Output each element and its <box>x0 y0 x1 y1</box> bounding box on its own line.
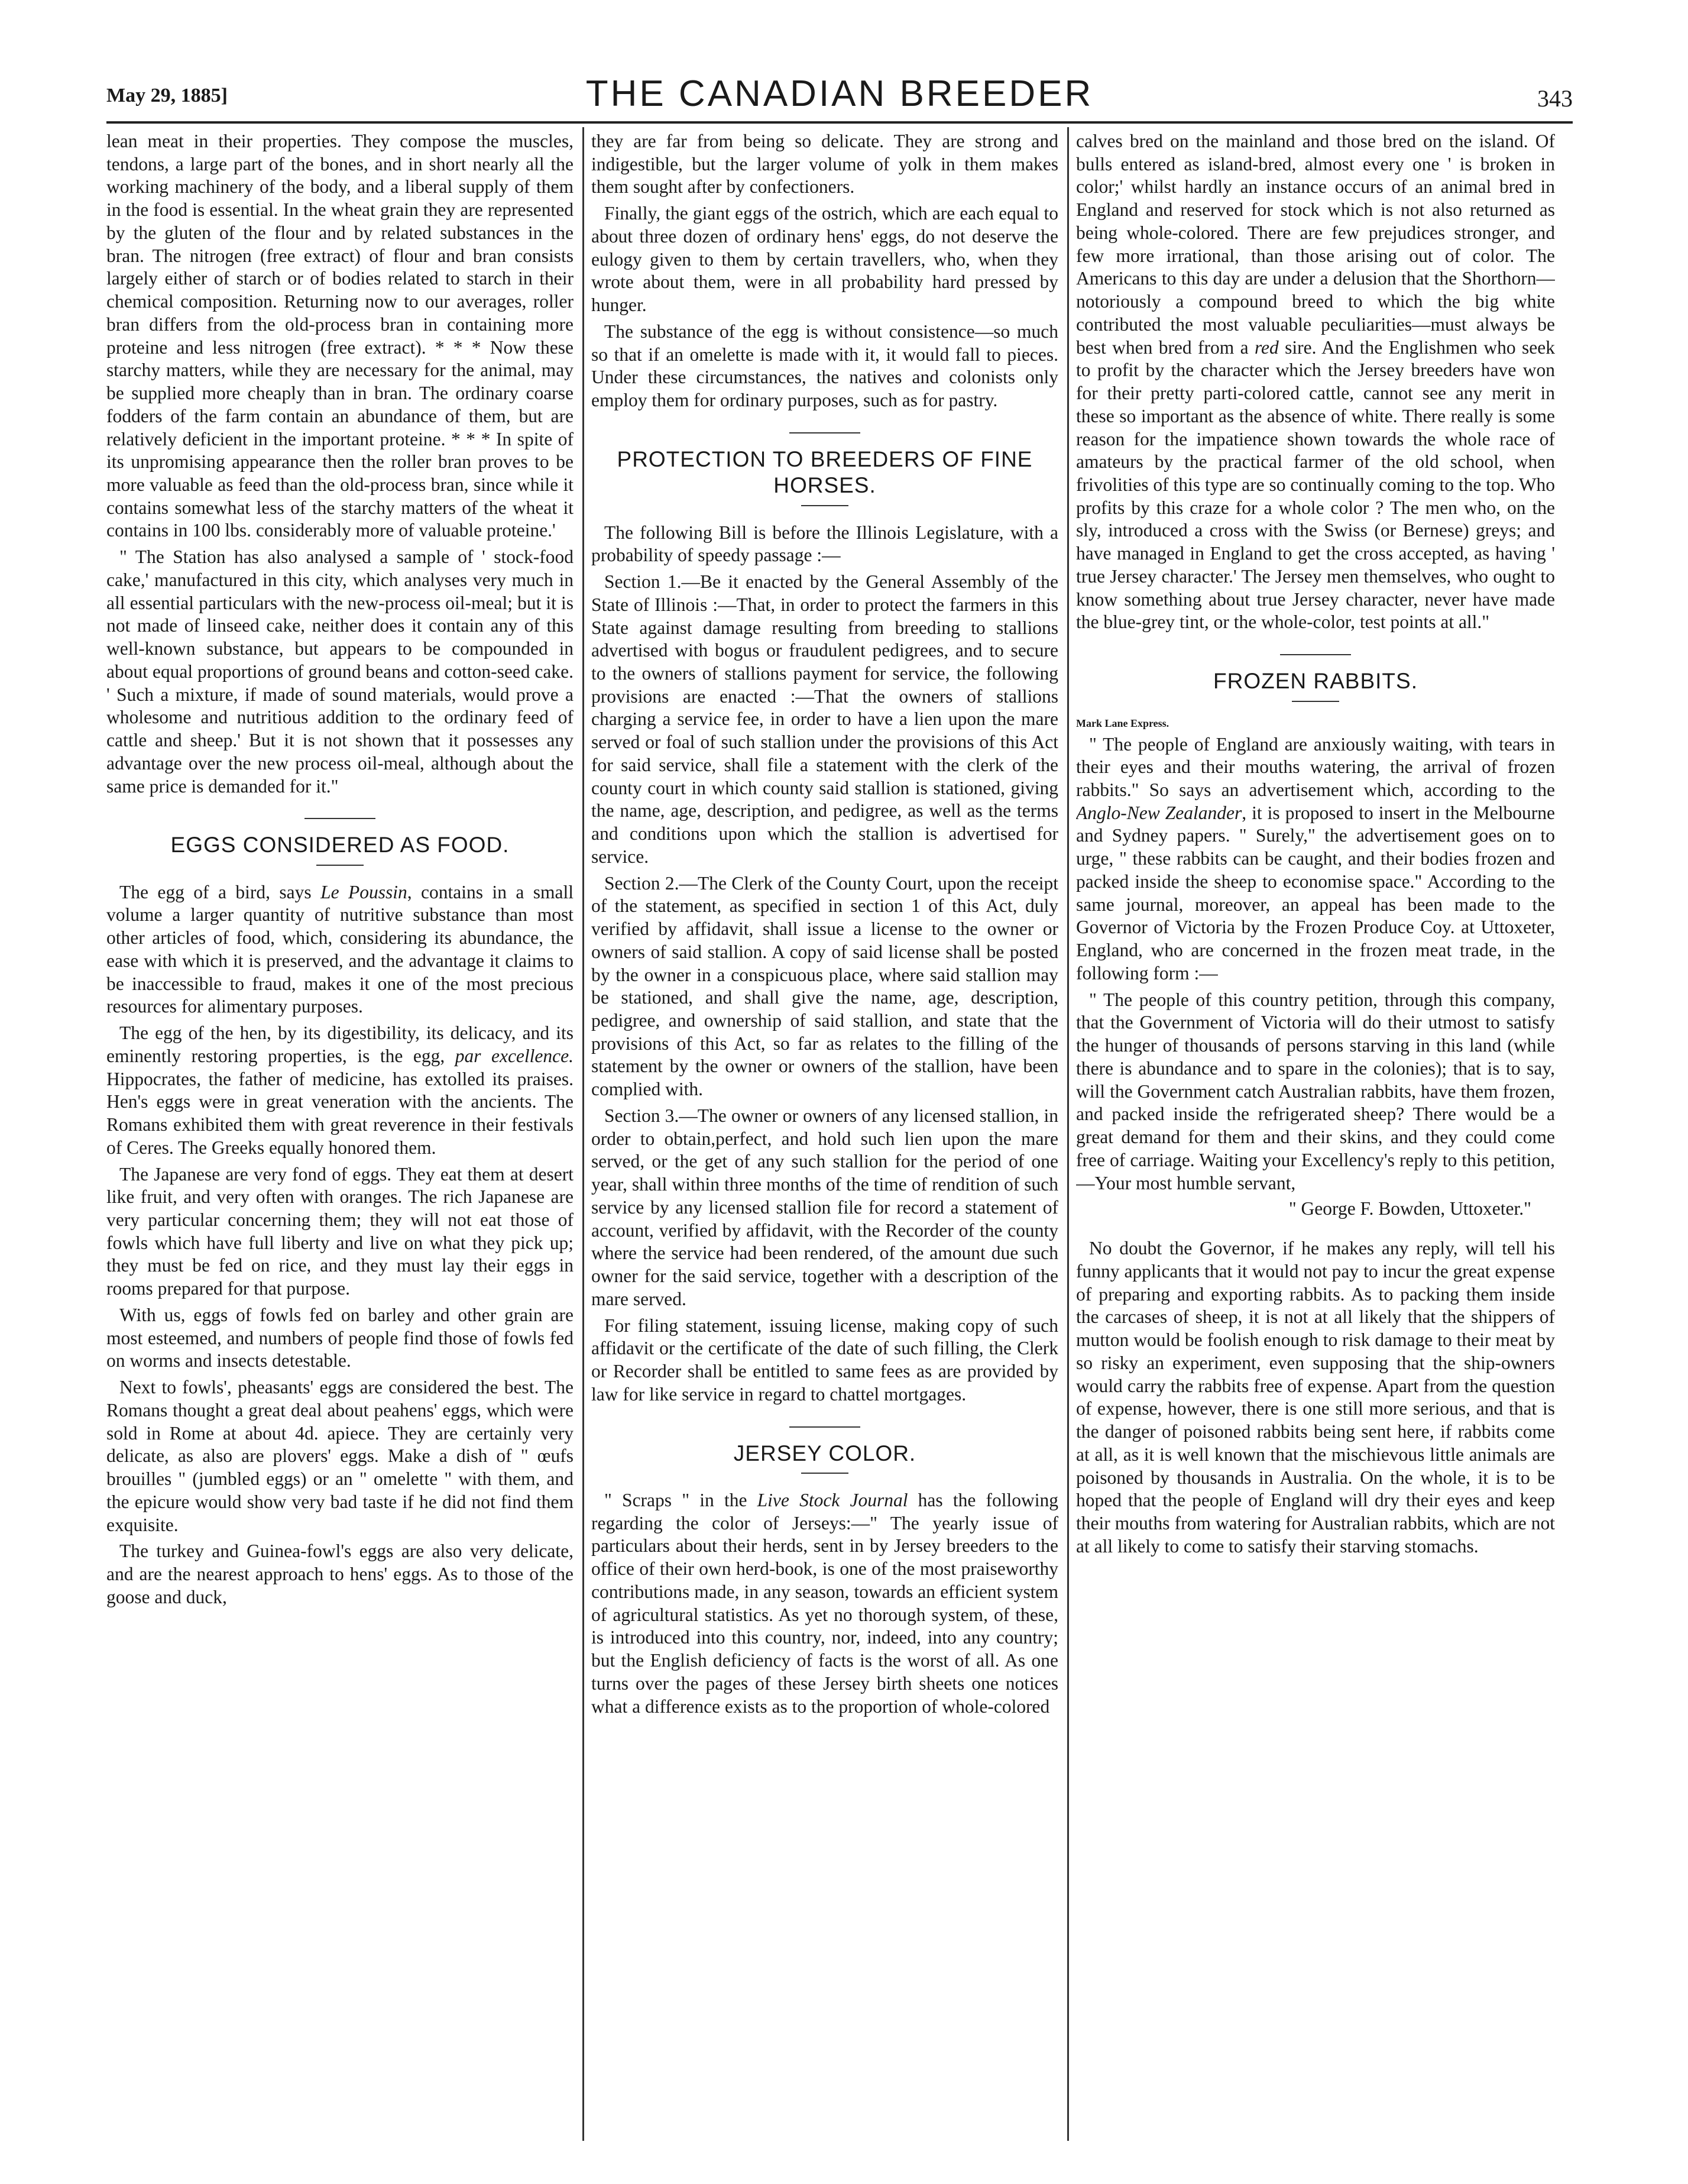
rabbits-heading: FROZEN RABBITS. <box>1213 669 1418 694</box>
article-paragraph: The egg of the hen, by its digestibility, its delicacy, and its eminently restoring properties, is the egg, par excellence. Hippocrates, the father of medicine, has extolled its praises. Hen's eggs were in great veneration with the ancients. The Romans exhibited them with great reverence in their festivals of Ceres. The Greeks equally honored them. <box>106 1023 574 1158</box>
italic-publication: Live Stock Journal <box>757 1489 908 1510</box>
heading-rule <box>1292 701 1339 702</box>
article-paragraph: Section 3.—The owner or owners of any licensed stallion, in order to obtain,perfect, and hold such lien upon the mare served, or the get of any such stallion for the period of one year, shall within three months of the time of rendition of such service by any licensed stallion file for record a statement of account, verified by affidavit, with the Recorder of the county where the service had been rendered, of the amount due such owner for the said service, together with a description of the mare served. <box>591 1105 1058 1309</box>
article-paragraph: Finally, the giant eggs of the ostrich, which are each equal to about three dozen of ordinary hens' eggs, do not deserve the eulogy given to them by certain travellers, who, when they wrote about them, were in all probability hard pressed by hunger. <box>591 203 1058 316</box>
heading-rule <box>801 1473 848 1474</box>
section-separator <box>304 818 375 819</box>
page-number: 343 <box>1537 85 1573 112</box>
column-3 <box>1076 130 1555 2141</box>
section-separator <box>789 1426 860 1428</box>
source-attribution: Mark Lane Express. <box>1076 717 1169 729</box>
article-paragraph: The substance of the egg is without consistence—so much so that if an omelette is made with it, it would fall to pieces. Under these circumstances, the natives and colonists only employ them for ordinary purposes, such as for pastry. <box>591 321 1058 411</box>
article-paragraph: The following Bill is before the Illinois Legislature, with a probability of speedy passage :— <box>591 522 1058 566</box>
column-divider <box>582 127 584 2141</box>
article-paragraph: For filing statement, issuing license, making copy of such affidavit or the certificate of the date of such filling, the Clerk or Recorder shall be entitled to same fees as are provided by law for like service in regard to chattel mortgages. <box>591 1315 1058 1405</box>
article-paragraph: Section 1.—Be it enacted by the General Assembly of the State of Illinois :—That, in order to protect the farmers in this State against damage resulting from breeding to stallions advertised with bogus or fraudulent pedigrees, and to secure to the owners of stallions payment for service, the following provisions are enacted :—That the owners of stallions charging a service fee, in order to have a lien upon the mare served or foal of such stallion under the provisions of this Act for said service, shall file a statement with the clerk of the county court in which county said stallion is stationed, giving the name, age, description, and pedigree, as well as the terms and conditions upon which the stallion is advertised for service. <box>591 571 1058 867</box>
article-paragraph: calves bred on the mainland and those bred on the island. Of bulls entered as island-bred, almost every one ' is broken in color;' whilst hardly an instance occurs of an animal bred in England and reserved for stock which is not also returned as being whole-colored. There are few prejudices stronger, and few more irrational, than those arising out of color. The Americans to this day are under a delusion that the Shorthorn—notoriously a compound breed to which the big white contributed the most valuable peculiarities—must always be best when bred from a red sire. And the Englishmen who seek to profit by the character which the Jersey breeders have won for their pretty parti-colored cattle, cannot see any merit in these so important as the absence of white. There really is some reason for the impatience shown towards the whole race of amateurs by the practical farmer of the old school, when frivolities of this type are so continually coming to the top. Who profits by this craze for a whole color ? The men who, on the sly, introduced a cross with the Swiss (or Bernese) greys; and have managed in England to get the cross accepted, as having ' true Jersey character.' The Jersey men themselves, who ought to know something about true Jersey character, never have made the blue-grey tint, or the whole-color, test points at all." <box>1076 131 1555 633</box>
article-paragraph: " Scraps " in the Live Stock Journal has the following regarding the color of Jerseys:—" The yearly issue of particulars about their herds, sent in by Jersey breeders to the office of their own herd-book, is one of the most praiseworthy contributions made, in any season, towards an efficient system of agricultural statistics. As yet no thorough system, of these, is introduced into this country, nor, indeed, into any country; but the English deficiency of facts is the worst of all. As one turns over the pages of these Jersey birth sheets one notices what a difference exists as to the proportion of whole-colored <box>591 1489 1058 1717</box>
article-paragraph: The turkey and Guinea-fowl's eggs are also very delicate, and are the nearest approach to hens' eggs. As to those of the goose and duck, <box>106 1541 574 1607</box>
column-divider <box>1067 127 1069 2141</box>
article-paragraph: The egg of a bird, says Le Poussin, contains in a small volume a larger quantity of nutritive substance than most other articles of food, which, considering its abundance, the ease with which it is preserved, and the advantage it claims to be inaccessible to fraud, makes it one of the most precious resources for alimentary purposes. <box>106 881 574 1017</box>
jersey-heading: JERSEY COLOR. <box>733 1441 916 1465</box>
eggs-heading: EGGS CONSIDERED AS FOOD. <box>170 833 510 858</box>
section-separator <box>789 432 860 433</box>
article-paragraph: lean meat in their properties. They compose the muscles, tendons, a large part of the bones, and in short nearly all the working machinery of the body, and a liberal supply of them in the food is essential. In the wheat grain they are represented by the gluten of the flour and by related substances in the bran. The nitrogen (free extract) of flour and bran consists largely either of starch or of bodies related to starch in their chemical composition. Returning now to our averages, roller bran differs from the old-process bran in containing more proteine and less nitrogen (free extract). * * * Now these starchy matters, while they are necessary for the animal, may be supplied more cheaply than in bran. The ordinary coarse fodders of the farm contain an abundance of them, but are relatively deficient in the important proteine. * * * In spite of its unpromising appearance then the roller bran proves to be more valuable as feed than the old-process bran, since while it contains somewhat less of the starchy matters of the wheat it contains in 100 lbs. considerably more of valuable proteine.' <box>106 131 574 541</box>
masthead <box>89 68 1590 127</box>
article-paragraph: Next to fowls', pheasants' eggs are considered the best. The Romans thought a great deal about peahens' eggs, which were sold in Rome at about 4d. apiece. They are certainly very delicate, as also are plovers' eggs. Make a dish of " œufs brouilles " (jumbled eggs) or an " omelette " with them, and the epicure would show very bad taste if he did not find them exquisite. <box>106 1377 574 1535</box>
signature: " George F. Bowden, Uttoxeter." <box>1288 1198 1531 1219</box>
header-rule <box>106 121 1573 124</box>
article-paragraph: they are far from being so delicate. They are strong and indigestible, but the larger volume of yolk in them makes them sought after by confectioners. <box>591 131 1058 198</box>
heading-rule <box>801 505 848 506</box>
italic-publication: Anglo-New Zealander <box>1076 802 1242 823</box>
column-1 <box>106 130 574 2141</box>
article-paragraph: With us, eggs of fowls fed on barley and other grain are most esteemed, and numbers of people find those of fowls fed on worms and insects detestable. <box>106 1304 574 1371</box>
article-paragraph: " The people of England are anxiously waiting, with tears in their eyes and their mouths watering, the arrival of frozen rabbits." So says an advertisement which, according to the Anglo-New Zealander, it is proposed to insert in the Melbourne and Sydney papers. " Surely," the advertisement goes on to urge, " these rabbits can be caught, and their bodies frozen and packed inside the sheep to economise space." According to the same journal, moreover, an appeal has been made to the Governor of Victoria by the Frozen Produce Coy. at Uttoxeter, England, who are concerned in the frozen meat trade, in the following form :— <box>1076 733 1555 983</box>
protection-heading: PROTECTION TO BREEDERS OF FINE HORSES. <box>617 446 1033 498</box>
article-paragraph: No doubt the Governor, if he makes any reply, will tell his funny applicants that it would not pay to incur the great expense of preparing and exporting rabbits. As to packing them inside the carcases of sheep, it is not at all likely that the shippers of mutton would be foolish enough to risk damage to their meat by so risky an experiment, even supposing that the ship-owners would carry the rabbits free of expense. Apart from the question of expense, however, there is one still more serious, and that is the danger of poisoned rabbits being sent here, if rabbits come at all, as it is well known that the mischievous little animals are poisoned by thousands in Australia. On the whole, it is to be hoped that the people of England will dry their eyes and keep their mouths from watering for Australian rabbits, which are not at all likely to come to satisfy their starving stomachs. <box>1076 1238 1555 1557</box>
heading-rule <box>316 865 364 866</box>
italic-word: red <box>1254 337 1279 358</box>
issue-date: May 29, 1885] <box>106 85 228 106</box>
column-2 <box>591 130 1058 2141</box>
newspaper-title: THE CANADIAN BREEDER <box>585 73 1094 114</box>
section-separator <box>1280 654 1351 655</box>
article-paragraph: " The people of this country petition, through this company, that the Government of Victoria will do their utmost to satisfy the hunger of thousands of persons starving in this land (while there is abundance and to spare in the colonies); that is to say, will the Government catch Australian rabbits, have them frozen, and packed inside the refrigerated sheep? There would be a great demand for them and their skins, and they could come free of carriage. Waiting your Excellency's reply to this petition,—Your most humble servant, <box>1076 989 1555 1193</box>
article-paragraph: The Japanese are very fond of eggs. They eat them at desert like fruit, and very often with oranges. The rich Japanese are very particular concerning them; they will not eat those of fowls which have full liberty and live on what they pick up; they must be fed on rice, and they must lay their eggs in rooms prepared for that purpose. <box>106 1163 574 1299</box>
newspaper-page <box>89 62 1590 2144</box>
article-paragraph: " The Station has also analysed a sample of ' stock-food cake,' manufactured in this city, which analyses very much in all essential particulars with the new-process oil-meal; but it is not made of linseed cake, neither does it contain any of this well-known substance, but appears to be compounded in about equal proportions of ground beans and cotton-seed cake. ' Such a mixture, if made of sound materials, would prove a wholesome and nutritious addition to the ordinary feed of cattle and sheep.' But it is not shown that it possesses any advantage over the new process oil-meal, although about the same price is demanded for it." <box>106 546 574 797</box>
article-paragraph: Section 2.—The Clerk of the County Court, upon the receipt of the statement, as specified in section 1 of this Act, duly verified by affidavit, shall issue a license to the owner or owners of said stallion. A copy of said license shall be posted by the owner in a conspicuous place, where said stallion may be stationed, and shall give the name, age, description, pedigree, and ownership of said stallion, and state that the provisions of this Act, so far as relates to the filling of the statement by the owner or owners of the stallion, have been complied with. <box>591 872 1058 1100</box>
italic-source: Le Poussin <box>320 881 407 902</box>
italic-phrase: par excellence. <box>455 1045 574 1066</box>
